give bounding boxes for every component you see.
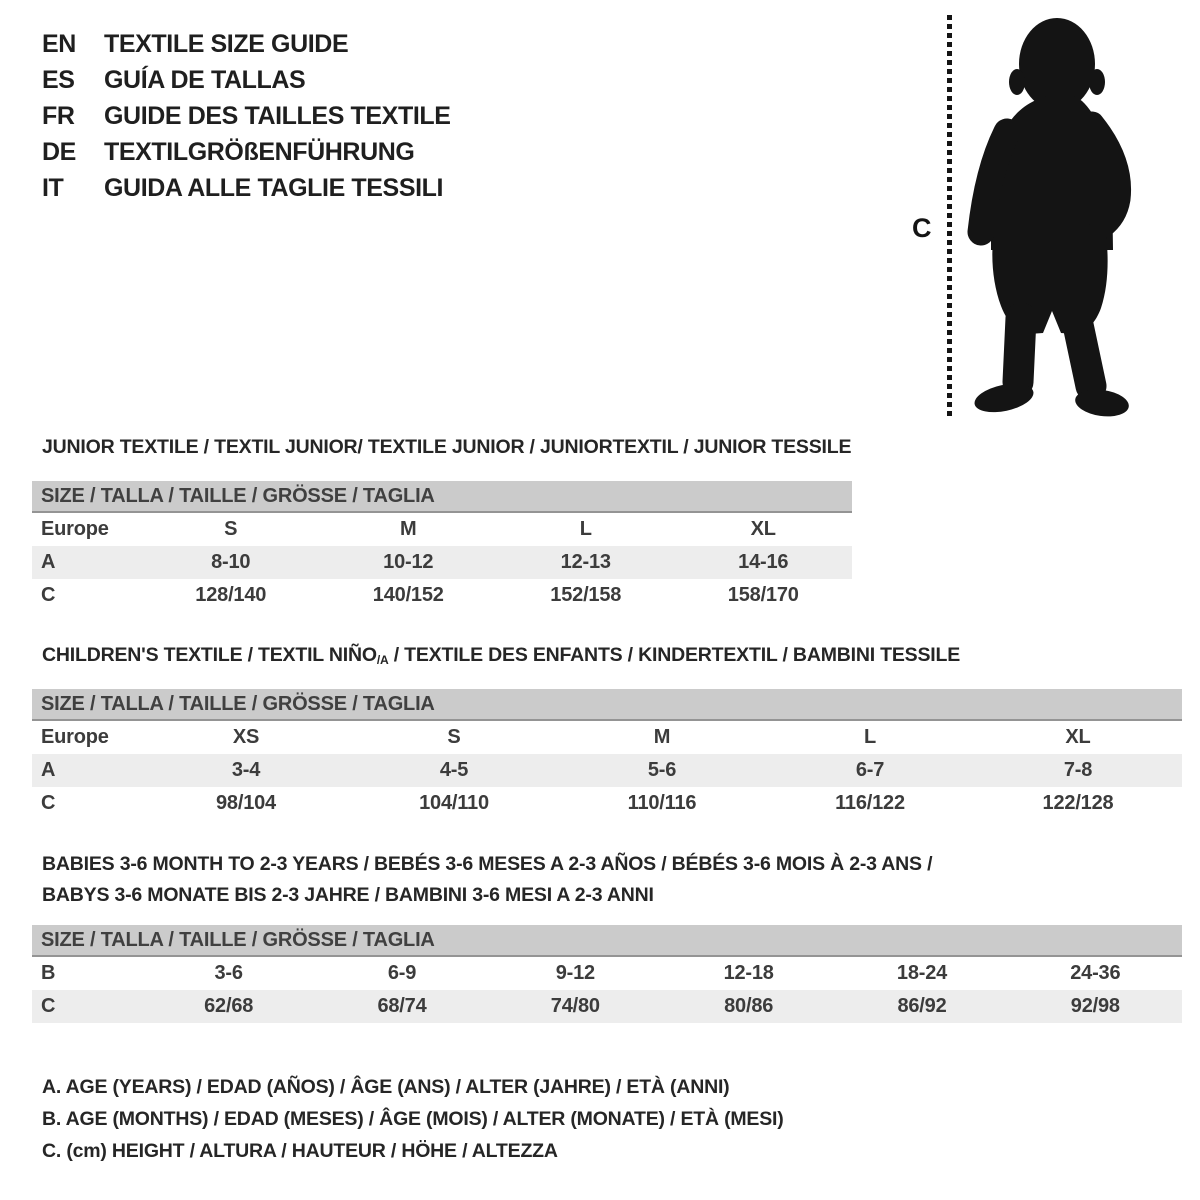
- children-title-post: / TEXTILE DES ENFANTS / KINDERTEXTIL / BAMBINI TESSILE: [388, 644, 961, 666]
- row-label: Europe: [41, 518, 109, 540]
- size-cell: M: [653, 726, 671, 748]
- language-row-it: [42, 170, 451, 206]
- language-code: DE: [42, 137, 76, 166]
- language-code: IT: [42, 173, 64, 202]
- junior-size-table: [32, 481, 852, 612]
- size-header-label: SIZE / TALLA / TAILLE / GRÖSSE / TAGLIA: [41, 928, 435, 951]
- months-cell: 3-6: [214, 962, 243, 984]
- guide-title-de: TEXTILGRÖßENFÜHRUNG: [104, 137, 415, 166]
- table-row-months: [32, 957, 1182, 990]
- height-measure-label: C: [912, 213, 932, 243]
- footnote-a: A. AGE (YEARS) / EDAD (AÑOS) / ÂGE (ANS) / ALTER (JAHRE) / ETÀ (ANNI): [42, 1075, 730, 1098]
- height-cell: 92/98: [1070, 995, 1120, 1017]
- months-cell: 12-18: [723, 962, 774, 984]
- size-header-label: SIZE / TALLA / TAILLE / GRÖSSE / TAGLIA: [41, 484, 435, 507]
- months-cell: 6-9: [387, 962, 417, 984]
- height-measure-dashed-line: [947, 15, 952, 417]
- height-cell: 158/170: [727, 584, 799, 606]
- height-cell: 68/74: [377, 995, 427, 1017]
- size-cell: M: [400, 518, 417, 540]
- age-cell: 7-8: [1063, 759, 1093, 781]
- row-label: C: [41, 792, 56, 814]
- language-code: ES: [42, 65, 75, 94]
- row-label: A: [41, 551, 56, 573]
- row-label: C: [41, 995, 56, 1017]
- age-cell: 10-12: [383, 551, 434, 573]
- size-cell: S: [224, 518, 238, 540]
- table-row-age: [32, 754, 1182, 787]
- age-cell: 14-16: [738, 551, 789, 573]
- months-cell: 18-24: [896, 962, 948, 984]
- months-cell: 24-36: [1070, 962, 1121, 984]
- children-size-table: [32, 689, 1182, 820]
- age-cell: 5-6: [647, 759, 677, 781]
- size-header-label: SIZE / TALLA / TAILLE / GRÖSSE / TAGLIA: [41, 692, 435, 715]
- row-label: Europe: [41, 726, 109, 748]
- height-cell: 104/110: [419, 792, 489, 814]
- size-cell: L: [863, 726, 877, 748]
- language-title-list: [42, 26, 451, 206]
- size-cell: L: [579, 518, 592, 540]
- language-row-fr: [42, 98, 451, 134]
- table-row-europe: [32, 721, 1182, 754]
- babies-section-title-line2: BABYS 3-6 MONATE BIS 2-3 JAHRE / BAMBINI 3-6 MESI A 2-3 ANNI: [42, 884, 654, 906]
- guide-title-fr: GUIDE DES TAILLES TEXTILE: [104, 101, 451, 130]
- language-code: EN: [42, 29, 76, 58]
- size-cell: XL: [750, 518, 776, 540]
- height-cell: 80/86: [724, 995, 774, 1017]
- table-row-height: [32, 990, 1182, 1023]
- height-cell: 122/128: [1042, 792, 1114, 814]
- toddler-silhouette-icon: [955, 10, 1145, 420]
- language-row-es: [42, 62, 451, 98]
- children-section-title: [42, 644, 960, 667]
- height-cell: 98/104: [216, 792, 276, 814]
- height-cell: 62/68: [204, 995, 254, 1017]
- babies-section-title-line1: BABIES 3-6 MONTH TO 2-3 YEARS / BEBÉS 3-6 MESES A 2-3 AÑOS / BÉBÉS 3-6 MOIS À 2-3 ANS /: [42, 853, 933, 875]
- height-cell: 116/122: [835, 792, 905, 814]
- size-cell: XS: [232, 726, 260, 748]
- table-row-age: [32, 546, 852, 579]
- height-cell: 110/116: [627, 792, 697, 814]
- footnote-b: B. AGE (MONTHS) / EDAD (MESES) / ÂGE (MOIS) / ALTER (MONATE) / ETÀ (MESI): [42, 1107, 784, 1130]
- age-cell: 4-5: [439, 759, 469, 781]
- age-cell: 8-10: [211, 551, 251, 573]
- language-code: FR: [42, 101, 75, 130]
- age-cell: 12-13: [560, 551, 611, 573]
- table-row-height: [32, 787, 1182, 820]
- table-row-europe: [32, 513, 852, 546]
- age-cell: 3-4: [231, 759, 261, 781]
- guide-title-en: TEXTILE SIZE GUIDE: [104, 29, 349, 58]
- row-label: C: [41, 584, 56, 606]
- junior-section-title: JUNIOR TEXTILE / TEXTIL JUNIOR/ TEXTILE JUNIOR / JUNIORTEXTIL / JUNIOR TESSILE: [42, 436, 852, 458]
- age-cell: 6-7: [855, 759, 885, 781]
- table-row-height: [32, 579, 852, 612]
- language-row-de: [42, 134, 451, 170]
- height-cell: 86/92: [897, 995, 947, 1017]
- children-title-sub: /A: [376, 653, 389, 667]
- size-header-bar: [32, 481, 852, 513]
- language-row-en: [42, 26, 451, 62]
- size-header-bar: [32, 925, 1182, 957]
- height-cell: 152/158: [550, 584, 622, 606]
- guide-title-it: GUIDA ALLE TAGLIE TESSILI: [104, 173, 444, 202]
- legend-footnotes: [42, 1071, 784, 1167]
- height-cell: 74/80: [550, 995, 600, 1017]
- children-title-pre: CHILDREN'S TEXTILE / TEXTIL NIÑO: [42, 644, 377, 666]
- height-cell: 140/152: [372, 584, 444, 606]
- footnote-c: C. (cm) HEIGHT / ALTURA / HAUTEUR / HÖHE / ALTEZZA: [42, 1139, 558, 1162]
- months-cell: 9-12: [555, 962, 595, 984]
- guide-title-es: GUÍA DE TALLAS: [104, 65, 306, 94]
- row-label: B: [41, 962, 56, 984]
- row-label: A: [41, 759, 56, 781]
- height-cell: 128/140: [195, 584, 267, 606]
- babies-size-table: [32, 925, 1182, 1023]
- size-cell: S: [447, 726, 461, 748]
- size-header-bar: [32, 689, 1182, 721]
- size-cell: XL: [1065, 726, 1091, 748]
